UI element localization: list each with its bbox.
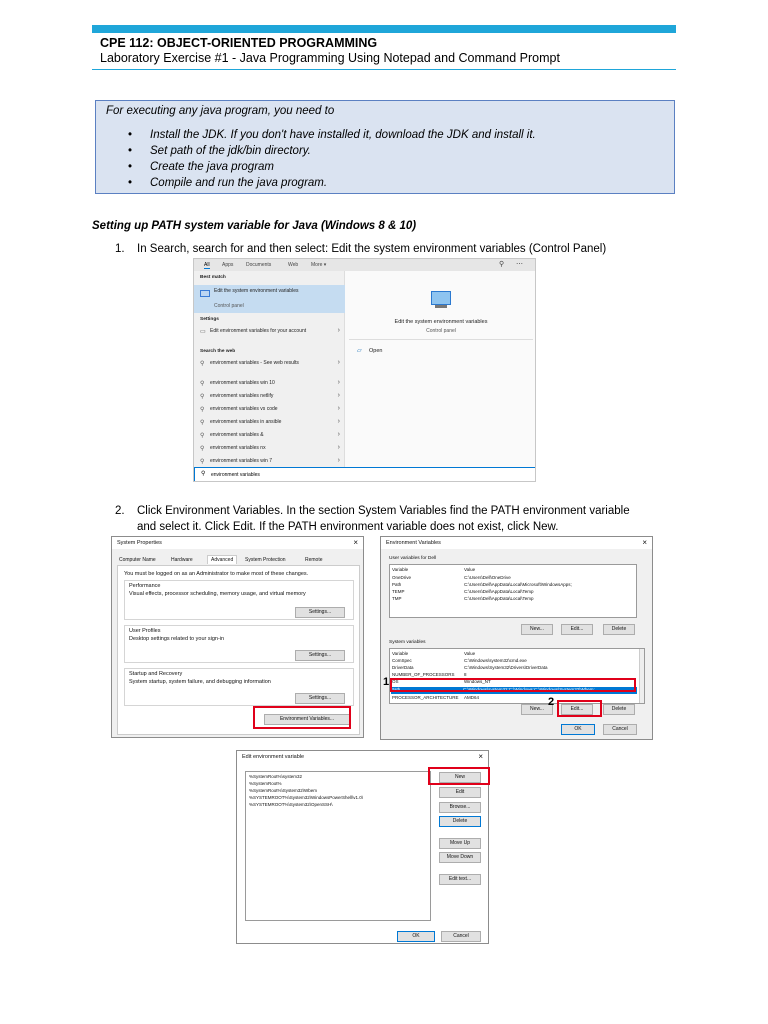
settings-label: Settings [200,317,219,322]
step-2 [115,503,680,535]
settings-icon: ▭ [200,329,206,335]
control-panel-icon [200,290,210,297]
environment-variables-button[interactable]: Environment Variables... [264,714,350,725]
best-match-subtitle: Control panel [214,303,244,309]
user-variables-label: User variables for Dell [389,556,437,561]
tab-more[interactable]: More ▾ [311,262,327,268]
table-row[interactable]: DriverData C:\Windows\System32\Drivers\DriverData [392,665,548,670]
step-number: 1. [115,243,125,255]
ok-button[interactable]: OK [397,931,435,942]
edit-button-highlight [557,700,602,717]
course-title: CPE 112: OBJECT-ORIENTED PROGRAMMING [100,36,378,50]
system-variables-label: System variables [389,640,426,645]
chevron-right-icon: › [337,444,340,451]
user-new-button[interactable]: New... [521,624,553,635]
tab-remote[interactable]: Remote [305,557,323,563]
system-new-button[interactable]: New... [521,704,553,715]
dialog-titlebar [237,751,488,763]
search-icon: ⚲ [200,361,205,367]
search-tabs [194,259,536,271]
best-match-title: Edit the system environment variables [214,288,299,294]
cancel-button[interactable]: Cancel [441,931,481,942]
path-entries-list[interactable] [245,771,431,921]
table-row[interactable]: OS Windows_NT [392,679,491,684]
env-button-highlight [253,706,351,729]
chevron-right-icon: › [337,359,340,366]
search-icon: ⚲ [200,433,205,439]
section-heading: Setting up PATH system variable for Java (Windows 8 & 10) [92,220,417,232]
dialog-tabs [117,555,360,565]
results-pane [194,271,345,467]
requirements-intro: For executing any java program, you need to [106,105,335,117]
scrollbar[interactable] [639,649,644,703]
startup-recovery-desc: System startup, system failure, and debugging information [129,679,271,685]
step-marker-1: 1 [383,676,390,688]
web-result[interactable]: ⚲ environment variables netlify › [200,392,340,400]
requirements-list [128,127,536,191]
web-result[interactable]: ⚲ environment variables win 7 › [200,457,340,465]
table-row-path-selected[interactable]: Path C:\Windows\system32;C:\Windows;C:\Windows\System32\Wbem;... [391,687,637,694]
tab-advanced[interactable]: Advanced [207,555,237,564]
step-number: 2. [115,505,125,517]
startup-settings-button[interactable]: Settings... [295,693,345,704]
header-divider [92,69,676,70]
step-text: Click Environment Variables. In the section System Variables find the PATH environment variable [137,505,630,517]
user-edit-button[interactable]: Edit... [561,624,593,635]
performance-desc: Visual effects, processor scheduling, memory usage, and virtual memory [129,591,306,597]
path-row-highlight [390,678,636,692]
close-icon[interactable]: × [478,752,483,761]
search-icon: ⚲ [200,420,205,426]
search-icon: ⚲ [200,459,205,465]
dialog-title: Edit environment variable [242,754,305,760]
dialog-titlebar [112,537,363,549]
user-profiles-desc: Desktop settings related to your sign-in [129,636,225,642]
web-result[interactable]: ⚲ environment variables nx › [200,444,340,452]
user-delete-button[interactable]: Delete [603,624,635,635]
user-profiles-settings-button[interactable]: Settings... [295,650,345,661]
search-icon: ⚲ [200,407,205,413]
requirement-item: • Install the JDK. If you don't have installed it, download the JDK and install it. [128,127,536,143]
table-row[interactable]: ComSpec C:\Windows\system32\cmd.exe [392,658,527,663]
table-row[interactable]: TMP C:\Users\Dell\AppData\Local\Temp [392,596,534,601]
feedback-icon[interactable]: ⚲ [499,261,505,268]
preview-subtitle: Control panel [426,328,456,334]
table-row[interactable]: OneDrive C:\Users\Dell\OneDrive [392,575,511,580]
new-button[interactable]: New [439,772,481,783]
web-result[interactable]: ⚲ environment variables - See web results › [200,359,340,367]
search-icon: ⚲ [200,394,205,400]
web-result[interactable]: ⚲ environment variables win 10 › [200,379,340,387]
windows-search-screenshot [193,258,536,482]
new-button-highlight [428,767,490,785]
table-row[interactable]: NUMBER_OF_PROCESSORS 8 [392,672,467,677]
list-item[interactable]: %SYSTEMROOT%\System32\OpenSSH\ [249,802,333,807]
dialog-title: System Properties [117,540,162,546]
step-text: In Search, search for and then select: Edit the system environment variables (Control Panel) [137,243,607,255]
search-input[interactable] [194,467,536,482]
chevron-right-icon: › [337,418,340,425]
admin-note: You must be logged on as an Administrator to make most of these changes. [124,571,309,577]
performance-group [124,580,354,620]
search-icon: ⚲ [200,381,205,387]
requirement-item: • Compile and run the java program. [128,175,536,191]
close-icon[interactable]: × [353,538,358,547]
web-result[interactable]: ⚲ environment variables & › [200,431,340,439]
control-panel-icon [431,291,451,305]
table-row[interactable]: PROCESSOR_ARCHITECTURE AMD64 [392,695,480,700]
user-profiles-group [124,625,354,663]
requirements-box [95,100,675,194]
ok-button[interactable]: OK [561,724,595,735]
header-accent-bar [92,25,676,33]
browse-button[interactable]: Browse... [439,802,481,813]
lab-subtitle: Laboratory Exercise #1 - Java Programming Using Notepad and Command Prompt [100,51,560,65]
tab-web[interactable]: Web [288,262,299,268]
move-down-button[interactable]: Move Down [439,852,481,863]
environment-variables-dialog [380,536,653,740]
dialog-titlebar [381,537,652,549]
tab-all[interactable]: All [204,262,210,268]
search-query: environment variables [211,472,260,478]
user-variables-table[interactable] [389,564,637,618]
preview-title: Edit the system environment variables [394,319,488,325]
table-row[interactable]: TEMP C:\Users\Dell\AppData\Local\Temp [392,589,534,594]
chevron-right-icon: › [337,327,340,334]
step-marker-2: 2 [548,696,555,708]
open-icon: ▱ [357,348,362,354]
chevron-right-icon: › [337,379,340,386]
performance-settings-button[interactable]: Settings... [295,607,345,618]
chevron-right-icon: › [337,392,340,399]
preview-divider [349,339,533,340]
best-match-label: Best match [200,275,226,280]
more-options-icon[interactable]: ⋯ [516,261,523,268]
close-icon[interactable]: × [642,538,647,547]
tab-hardware[interactable]: Hardware [171,557,193,563]
search-web-label: Search the web [200,349,236,354]
search-icon: ⚲ [201,471,206,477]
search-icon: ⚲ [200,446,205,452]
tab-system-protection[interactable]: System Protection [245,557,286,563]
requirement-item: • Create the java program [128,159,536,175]
web-result[interactable]: ⚲ environment variables vs code › [200,405,340,413]
chevron-right-icon: › [337,431,340,438]
list-item[interactable]: %SystemRoot% [249,781,282,786]
chevron-right-icon: › [337,457,340,464]
web-result[interactable]: ⚲ environment variables in ansible › [200,418,340,426]
list-item[interactable]: %SystemRoot%\system32 [249,774,303,779]
user-profiles-label: User Profiles [129,628,161,634]
table-header: Variable Value [392,567,476,572]
performance-label: Performance [129,583,161,589]
table-header: Variable Value [392,651,476,656]
dialog-title: Environment Variables [386,540,441,546]
list-item[interactable]: %SYSTEMROOT%\System32\WindowsPowerShell\v1.0\ [249,795,364,800]
move-up-button[interactable]: Move Up [439,838,481,849]
system-delete-button[interactable]: Delete [603,704,635,715]
startup-recovery-label: Startup and Recovery [129,671,183,677]
step-1 [115,241,675,257]
delete-button[interactable]: Delete [439,816,481,827]
cancel-button[interactable]: Cancel [603,724,637,735]
tab-computer-name[interactable]: Computer Name [119,557,156,563]
edit-text-button[interactable]: Edit text... [439,874,481,885]
step-text: and select it. Click Edit. If the PATH environment variable does not exist, click New. [137,521,559,533]
settings-result[interactable]: ▭ Edit environment variables for your account › [200,327,340,335]
table-row[interactable]: Path C:\Users\Dell\AppData\Local\Microsoft\WindowsApps; [392,582,572,587]
open-action[interactable]: Open [369,348,383,354]
requirement-item: • Set path of the jdk/bin directory. [128,143,536,159]
chevron-right-icon: › [337,405,340,412]
edit-button[interactable]: Edit [439,787,481,798]
preview-pane [345,271,536,467]
system-edit-button[interactable]: Edit... [561,704,593,715]
system-variables-table[interactable] [389,648,645,704]
startup-recovery-group [124,668,354,706]
tab-apps[interactable]: Apps [222,262,234,268]
list-item[interactable]: %SystemRoot%\System32\Wbem [249,788,318,793]
tab-documents[interactable]: Documents [246,262,272,268]
best-match-result[interactable] [194,285,345,313]
monitor-stand-icon [435,305,447,308]
